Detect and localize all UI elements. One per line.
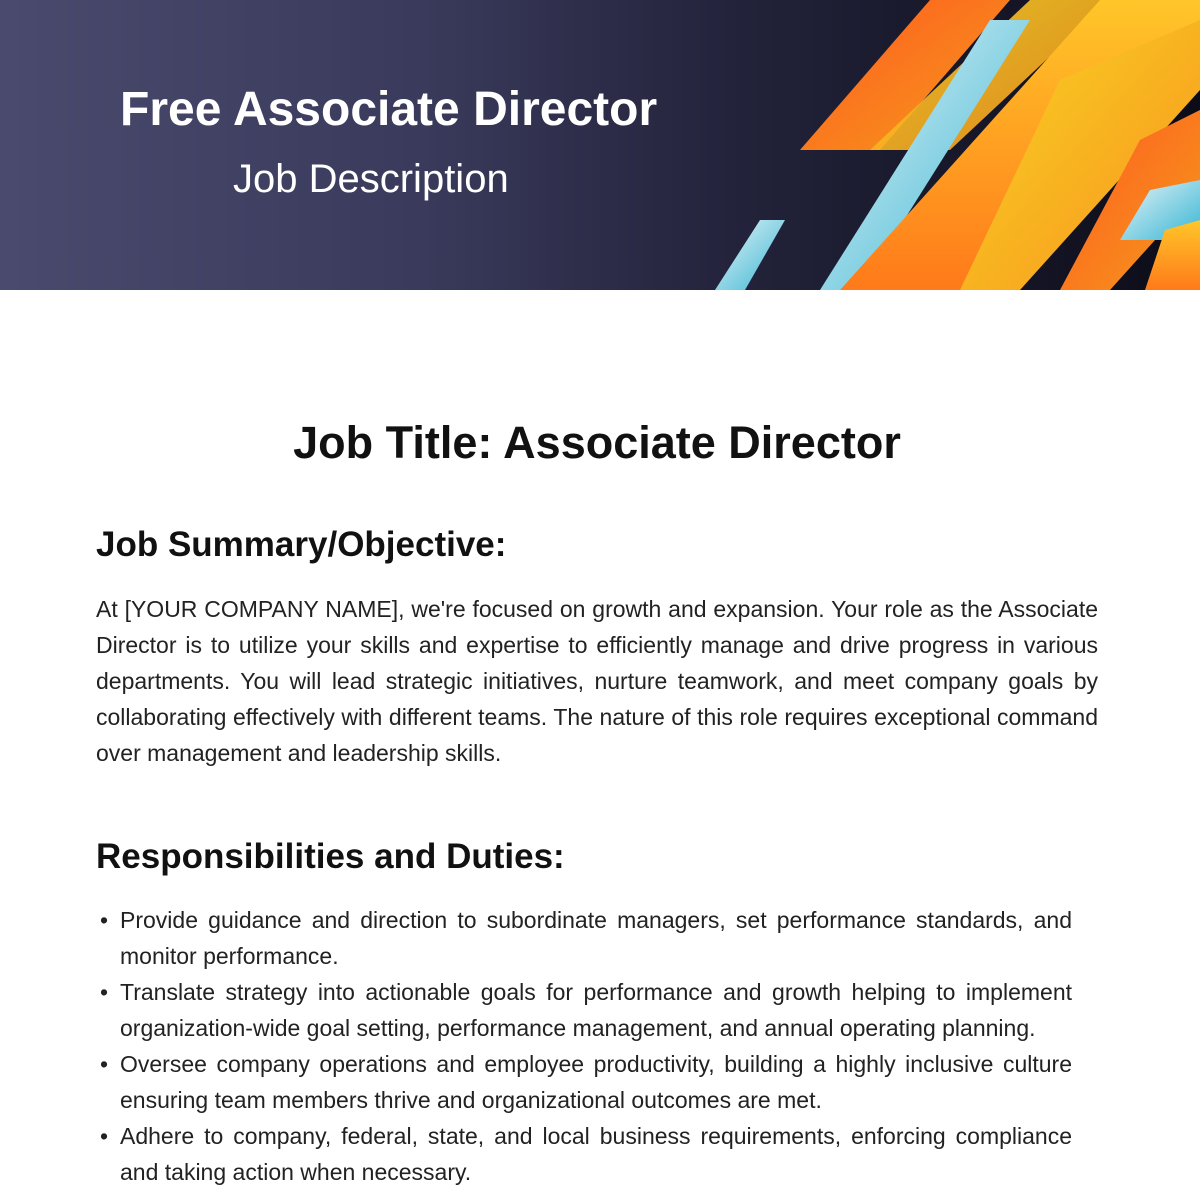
list-item: [100, 1119, 1072, 1190]
list-item: [100, 975, 1072, 1046]
list-item-text: Oversee company operations and employee productivity, building a highly inclusive culture ensuring team members thrive and organizational outcomes are met.: [120, 1051, 1072, 1113]
bullet-marker: •: [100, 907, 109, 933]
summary-heading: Job Summary/Objective:: [96, 525, 507, 564]
bullet-marker: •: [100, 979, 109, 1005]
list-item: [100, 1047, 1072, 1118]
header-banner: [0, 0, 1200, 290]
banner-title: Free Associate Director: [120, 83, 658, 136]
decorative-stripes-graphic: [0, 0, 1200, 290]
summary-paragraph: At [YOUR COMPANY NAME], we're focused on growth and expansion. Your role as the Associate Director is to utilize your skills and expertise to efficiently manage and drive progress in various departments. You will lead strategic initiatives, nurture teamwork, and meet company goals by collaborating effectively with different teams. The nature of this role requires exceptional command over management and leadership skills.: [96, 596, 1098, 766]
banner-subtitle: Job Description: [233, 157, 509, 201]
list-item-text: Adhere to company, federal, state, and local business requirements, enforcing compliance and taking action when necessary.: [120, 1123, 1072, 1185]
responsibilities-heading: Responsibilities and Duties:: [96, 837, 565, 876]
bullet-marker: •: [100, 1051, 109, 1077]
responsibilities-list: [96, 903, 1072, 1190]
document-body: [96, 412, 1098, 1191]
list-item-text: Translate strategy into actionable goals for performance and growth helping to implement organization-wide goal setting, performance management, and annual operating planning.: [120, 979, 1072, 1041]
list-item: [100, 903, 1072, 974]
job-title-heading: Job Title: Associate Director: [293, 417, 901, 468]
bullet-marker: •: [100, 1123, 109, 1149]
list-item-text: Provide guidance and direction to subordinate managers, set performance standards, and monitor performance.: [120, 907, 1072, 969]
